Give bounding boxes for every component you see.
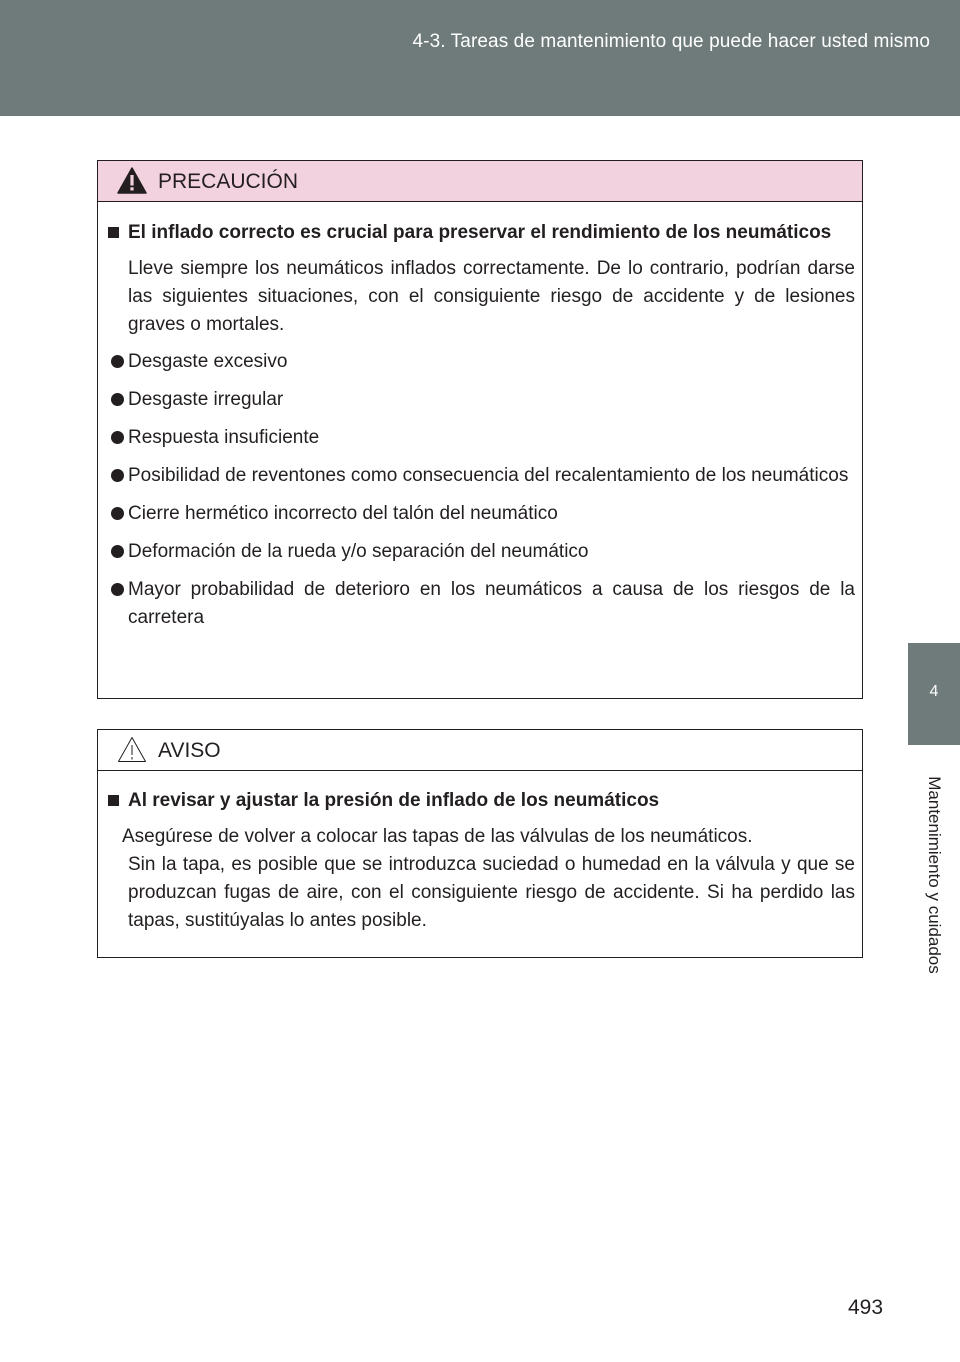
caution-body [98,219,864,632]
list-item-text: Mayor probabilidad de deterioro en los neumáticos a causa de los riesgos de la carretera [128,579,855,628]
notice-box-header [98,730,862,771]
chapter-label: Mantenimiento y cuidados [925,776,944,974]
notice-body [98,787,864,935]
chapter-number: 4 [929,683,939,700]
caution-heading-text: El inflado correcto es crucial para preservar el rendimiento de los neumáticos [128,222,832,243]
caution-intro: Lleve siempre los neumáticos inflados correctamente. De lo contrario, podrían darse las siguientes situaciones, con el consiguiente riesgo de accidente y de lesiones graves o mortales. [128,258,855,335]
page-number: 493 [848,1296,884,1319]
notice-title: AVISO [158,739,221,762]
chapter-tab [908,643,960,745]
list-item-text: Desgaste irregular [128,389,284,410]
list-item [108,500,855,529]
notice-line-1: Asegúrese de volver a colocar las tapas de las válvulas de los neumáticos. [122,826,753,847]
caution-box-header [98,161,862,202]
round-bullet-icon [108,386,128,415]
square-bullet-icon [108,219,128,247]
notice-line-2: Sin la tapa, es posible que se introduzca suciedad o humedad en la válvula y que se produzcan fugas de aire, con el consiguiente riesgo de accidente. Si ha perdido las tapas, sustitúyalas lo antes posible. [128,854,855,931]
round-bullet-icon [108,500,128,529]
list-item [108,462,855,491]
section-title: 4-3. Tareas de mantenimiento que puede hacer usted mismo [412,31,930,52]
round-bullet-icon [108,424,128,453]
list-item [108,348,855,377]
caution-title: PRECAUCIÓN [158,170,299,193]
round-bullet-icon [108,462,128,491]
page-header [0,0,960,116]
square-bullet-icon [108,787,128,815]
notice-heading-text: Al revisar y ajustar la presión de inflado de los neumáticos [128,790,660,811]
list-item [108,576,855,632]
list-item-text: Respuesta insuficiente [128,427,320,448]
round-bullet-icon [108,348,128,377]
list-item [108,386,855,415]
list-item-text: Cierre hermético incorrecto del talón del neumático [128,503,558,524]
warning-outline-icon [117,736,147,763]
list-item [108,424,855,453]
warning-filled-icon [117,167,147,194]
round-bullet-icon [108,576,128,632]
list-item [108,538,855,567]
list-item-text: Desgaste excesivo [128,351,288,372]
caution-heading [108,219,855,247]
list-item-text: Deformación de la rueda y/o separación del neumático [128,541,589,562]
caution-box [97,160,863,699]
list-item-text: Posibilidad de reventones como consecuencia del recalentamiento de los neumáticos [128,465,849,486]
round-bullet-icon [108,538,128,567]
notice-heading [108,787,855,815]
notice-box [97,729,863,958]
